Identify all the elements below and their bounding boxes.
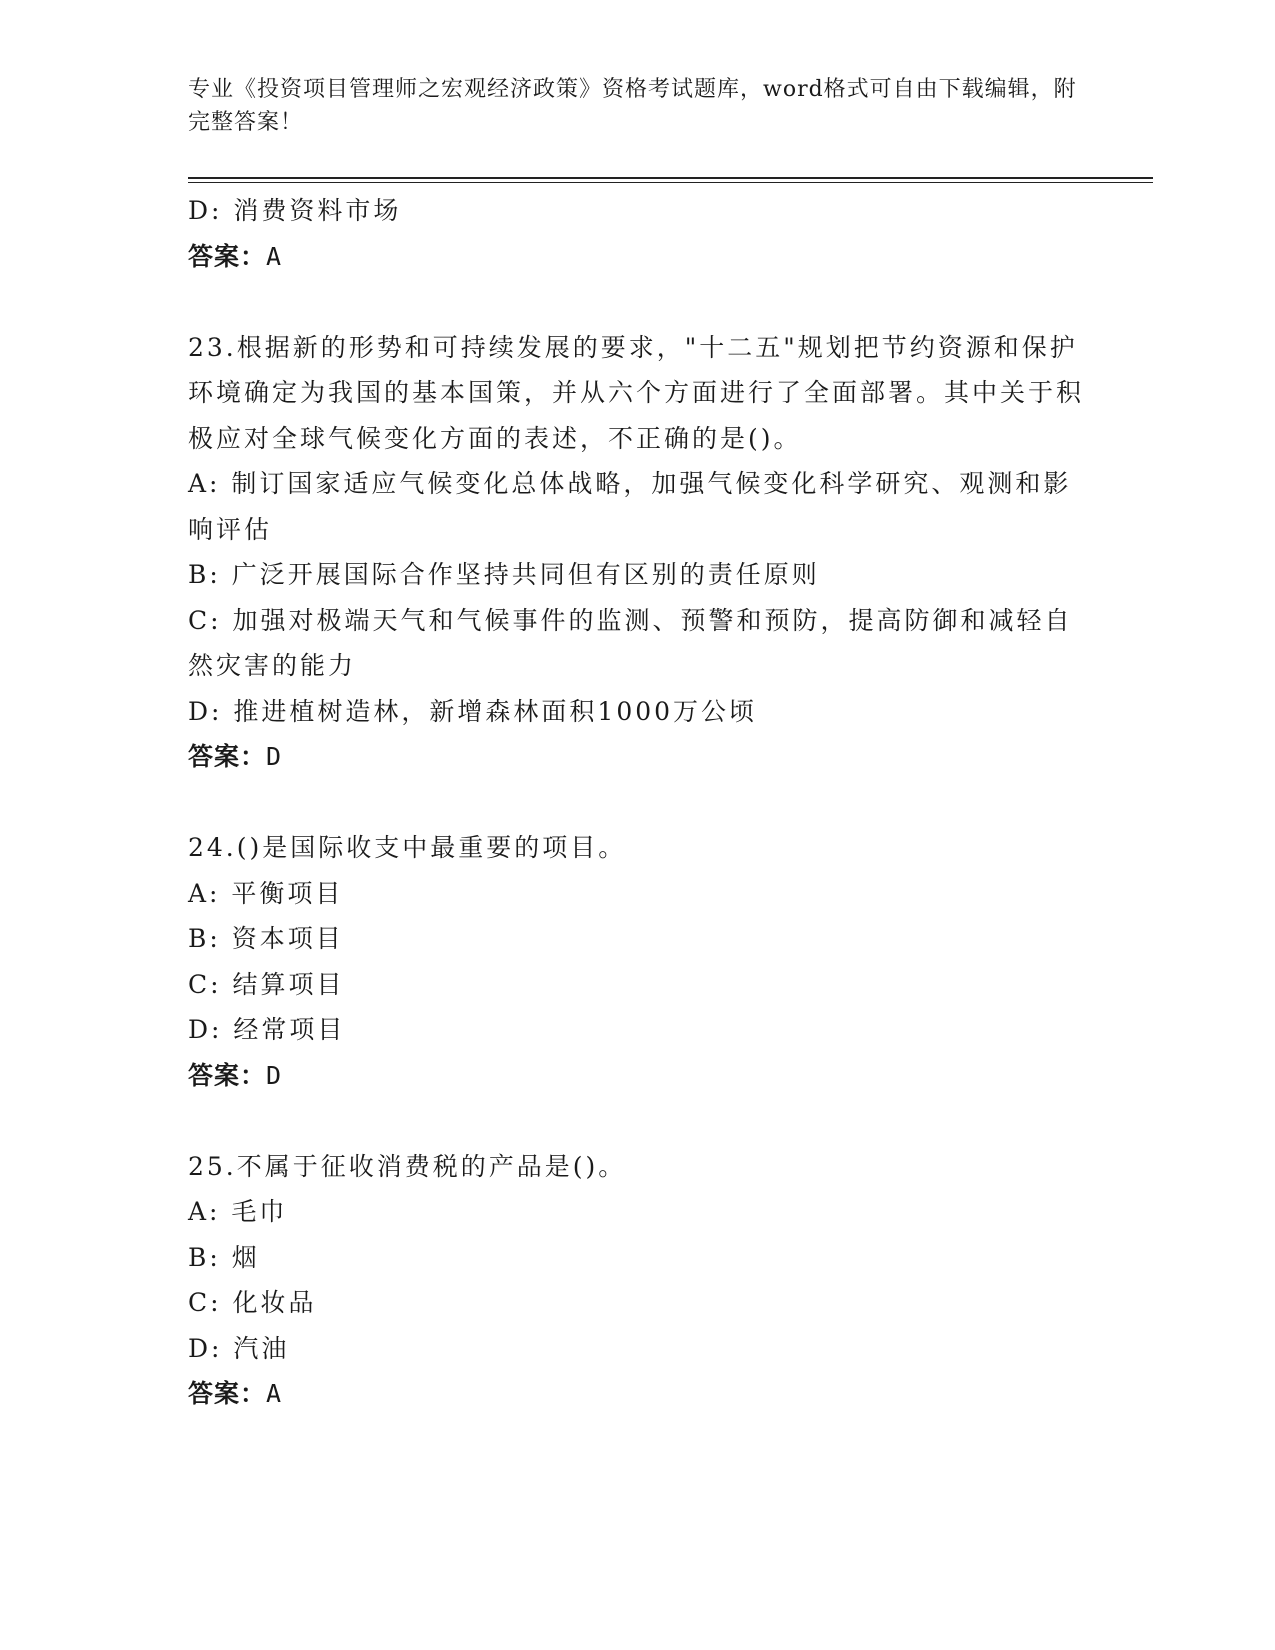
option-b: B: 资本项目	[188, 924, 344, 953]
option-d: D: 经常项目	[188, 1015, 346, 1044]
header-text: 专业《投资项目管理师之宏观经济政策》资格考试题库，word格式可自由下载编辑，附完整答案！	[188, 77, 1077, 135]
option-d: D: 汽油	[188, 1333, 290, 1363]
question-25	[188, 1144, 1088, 1417]
answer-label: 答案：	[188, 742, 267, 771]
option-a: A: 毛巾	[188, 1197, 288, 1226]
spacer	[188, 279, 1088, 325]
question-24	[188, 825, 1088, 1098]
question-stem: 25.不属于征收消费税的产品是()。	[188, 1151, 627, 1181]
option-d: D: 推进植树造林，新增森林面积1000万公顷	[188, 696, 758, 726]
answer-value: A	[266, 1379, 283, 1408]
option-b: B: 烟	[188, 1242, 260, 1272]
question-answer	[188, 1371, 1088, 1417]
answer-label: 答案：	[188, 1379, 267, 1408]
header-rule-thin	[188, 182, 1153, 183]
spacer	[188, 1098, 1088, 1144]
question-stem: 23.根据新的形势和可持续发展的要求，"十二五"规划把节约资源和保护环境确定为我国的基本国策，并从六个方面进行了全面部署。其中关于积极应对全球气候变化方面的表述，不正确的是()。	[188, 332, 1085, 453]
question-stem: 24.()是国际收支中最重要的项目。	[188, 833, 627, 862]
question-23	[188, 325, 1088, 780]
question-answer	[188, 1053, 1088, 1099]
header-rule-thick	[188, 177, 1153, 179]
answer-value: A	[266, 241, 283, 271]
answer-label: 答案：	[188, 1060, 267, 1090]
answer-label: 答案：	[188, 241, 267, 271]
document-header	[188, 73, 1088, 139]
option-c: C: 结算项目	[188, 969, 345, 999]
option-c: C: 加强对极端天气和气候事件的监测、预警和预防，提高防御和减轻自然灾害的能力	[188, 605, 1073, 680]
answer-value: D	[266, 1060, 283, 1090]
document-body	[188, 188, 1088, 1417]
question-answer	[188, 734, 1088, 780]
answer-value: D	[266, 742, 283, 771]
carryover-option-d: D: 消费资料市场	[188, 196, 402, 225]
option-a: A: 平衡项目	[188, 878, 344, 908]
option-c: C: 化妆品	[188, 1288, 317, 1317]
spacer	[188, 780, 1088, 826]
option-b: B: 广泛开展国际合作坚持共同但有区别的责任原则	[188, 560, 820, 589]
option-a: A: 制订国家适应气候变化总体战略，加强气候变化科学研究、观测和影响评估	[188, 469, 1072, 544]
carryover-answer	[188, 234, 1088, 280]
